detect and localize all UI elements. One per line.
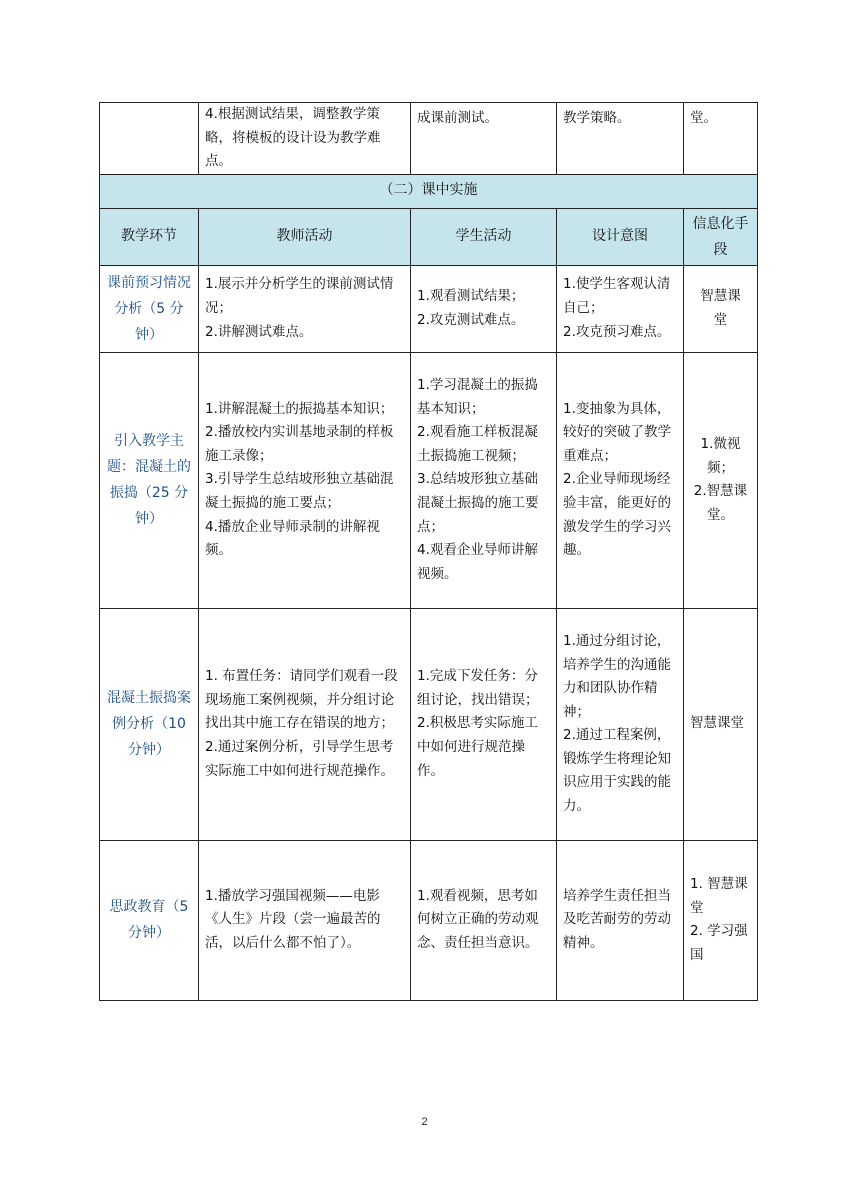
teacher-line: 1. 布置任务：请同学们观看一段现场施工案例视频，并分组讨论找出其中施工存在错误的地方； <box>205 668 398 732</box>
teacher-line: 3.引导学生总结坡形独立基础混凝土振捣的施工要点； <box>205 471 394 512</box>
intent-cell <box>557 608 684 840</box>
info-cell <box>684 840 758 1000</box>
intent-line: 1.变抽象为具体，较好的突破了教学重难点； <box>563 400 671 464</box>
continued-teacher-text: 4.根据测试结果，调整教学策略，将模板的设计设为教学难点。 <box>205 106 381 170</box>
info-cell <box>684 352 758 608</box>
intent-cell <box>557 265 684 352</box>
info-line: 2.智慧课堂。 <box>693 483 748 523</box>
info-line: 智慧课堂 <box>690 715 744 732</box>
lesson-plan-table <box>99 102 758 1001</box>
student-line: 4.观看企业导师讲解视频。 <box>417 542 538 582</box>
teacher-cell <box>199 265 411 352</box>
section-title: （二）课中实施 <box>100 174 758 208</box>
student-line: 2.攻克测试难点。 <box>417 311 525 328</box>
teacher-cell <box>199 608 411 840</box>
info-line: 智慧课堂 <box>700 288 741 328</box>
stage-cell: 引入教学主题：混凝土的振捣（25 分钟） <box>100 352 199 608</box>
student-cell <box>411 265 557 352</box>
intent-cell <box>557 840 684 1000</box>
teacher-cell <box>199 352 411 608</box>
teacher-line: 2.通过案例分析，引导学生思考实际施工中如何进行规范操作。 <box>205 739 394 779</box>
teacher-cell <box>199 840 411 1000</box>
info-line: 1.微视频； <box>700 436 741 476</box>
intent-line: 1.使学生客观认清自己； <box>563 276 671 316</box>
table-row <box>100 608 758 840</box>
header-stage: 教学环节 <box>100 208 199 265</box>
info-cell <box>684 608 758 840</box>
continued-row <box>100 103 758 175</box>
info-cell <box>684 265 758 352</box>
stage-cell: 课前预习情况分析（5 分钟） <box>100 265 199 352</box>
teacher-line: 2.讲解测试难点。 <box>205 323 313 340</box>
intent-line: 培养学生责任担当及吃苦耐劳的劳动精神。 <box>563 887 671 952</box>
continued-stage-cell <box>100 103 199 175</box>
student-line: 2.积极思考实际施工中如何进行规范操作。 <box>417 715 538 779</box>
student-line: 1.学习混凝土的振捣基本知识； <box>417 377 538 417</box>
section-title-row <box>100 174 758 208</box>
teacher-line: 1.讲解混凝土的振捣基本知识； <box>205 400 394 417</box>
info-line: 1. 智慧课堂 <box>690 876 748 916</box>
continued-teacher-cell <box>199 103 411 175</box>
table-row <box>100 352 758 608</box>
continued-intent-cell: 教学策略。 <box>557 103 684 175</box>
student-line: 1.观看测试结果； <box>417 288 525 305</box>
intent-line: 1.通过分组讨论，培养学生的沟通能力和团队协作精神； <box>563 632 671 720</box>
header-student: 学生活动 <box>411 208 557 265</box>
continued-student-cell: 成课前测试。 <box>411 103 557 175</box>
student-cell <box>411 352 557 608</box>
table-row <box>100 840 758 1000</box>
student-line: 1.观看视频，思考如何树立正确的劳动观念、责任担当意识。 <box>417 887 539 952</box>
header-info: 信息化手段 <box>684 208 758 265</box>
continued-info-cell: 堂。 <box>684 103 758 175</box>
page-number: 2 <box>421 1116 428 1128</box>
stage-cell: 混凝土振捣案例分析（10 分钟） <box>100 608 199 840</box>
header-intent: 设计意图 <box>557 208 684 265</box>
intent-line: 2.通过工程案例，锻炼学生将理论知识应用于实践的能力。 <box>563 727 671 815</box>
info-line: 2. 学习强国 <box>690 923 748 963</box>
teacher-line: 4.播放企业导师录制的讲解视频。 <box>205 518 380 559</box>
teacher-line: 1.展示并分析学生的课前测试情况； <box>205 276 394 316</box>
stage-cell: 思政教育（5 分钟） <box>100 840 199 1000</box>
intent-cell <box>557 352 684 608</box>
student-line: 3.总结坡形独立基础混凝土振捣的施工要点； <box>417 471 539 535</box>
student-cell <box>411 840 557 1000</box>
intent-line: 2.企业导师现场经验丰富，能更好的激发学生的学习兴趣。 <box>563 471 671 559</box>
student-line: 2.观看施工样板混凝土振捣施工视频； <box>417 424 538 464</box>
student-line: 1.完成下发任务：分组讨论，找出错误； <box>417 668 539 708</box>
teacher-line: 1.播放学习强国视频——电影《人生》片段（尝一遍最苦的活，以后什么都不怕了）。 <box>205 887 381 952</box>
header-teacher: 教师活动 <box>199 208 411 265</box>
table-row <box>100 265 758 352</box>
intent-line: 2.攻克预习难点。 <box>563 323 671 340</box>
header-row <box>100 208 758 265</box>
teacher-line: 2.播放校内实训基地录制的样板施工录像； <box>205 424 394 464</box>
student-cell <box>411 608 557 840</box>
